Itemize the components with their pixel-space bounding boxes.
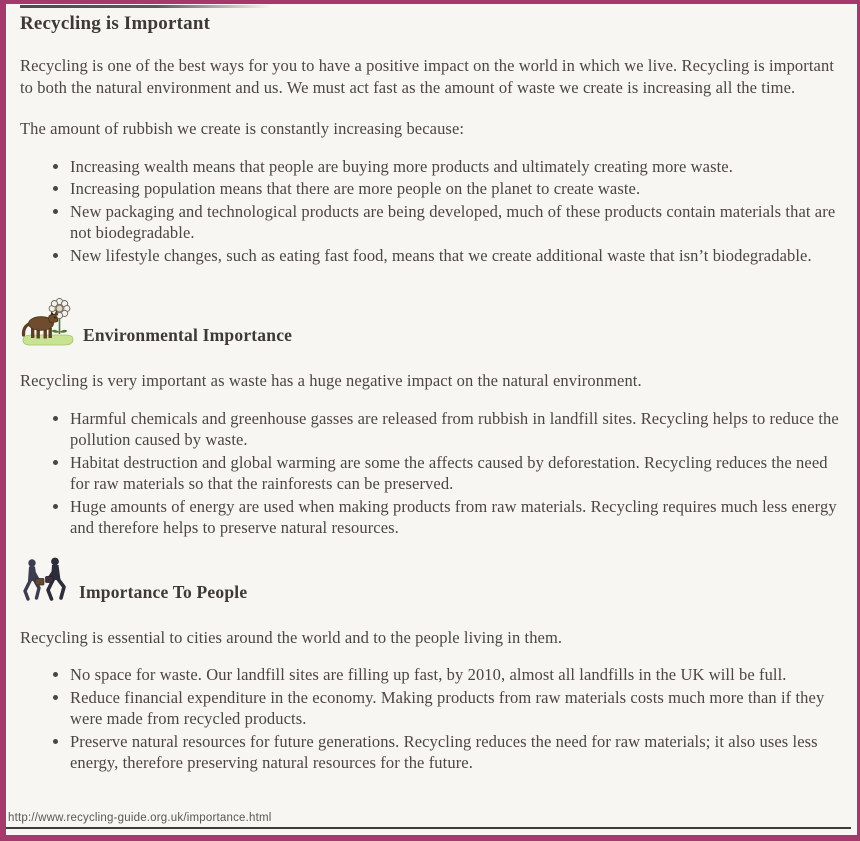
environmental-bullet-list: [14, 408, 841, 539]
rubbish-lead-paragraph: The amount of rubbish we create is constantly increasing because:: [20, 119, 465, 138]
section-heading-environmental: Environmental Importance: [83, 325, 293, 345]
environmental-lead-paragraph: Recycling is very important as waste has a huge negative impact on the natural environment.: [20, 371, 642, 390]
people-bullet-list: [14, 664, 841, 774]
list-item: • No space for waste. Our landfill sites are filling up fast, by 2010, almost all landfills in the UK will be full.: [70, 664, 841, 686]
list-item: • Reduce financial expenditure in the economy. Making products from raw materials costs much more than if they were made from recycled products.: [70, 687, 841, 730]
animal-flower-icon: [20, 294, 76, 350]
section-heading-people: Importance To People: [79, 581, 248, 602]
document-content: [6, 13, 857, 774]
section-header-environmental: [20, 294, 841, 350]
page-title: Recycling is Important: [20, 13, 211, 34]
list-item: • Increasing population means that there are more people on the planet to create waste.: [70, 178, 841, 200]
footer-divider: [6, 827, 851, 829]
walking-people-icon: [20, 555, 72, 607]
list-item: • Huge amounts of energy are used when making products from raw materials. Recycling requires much less energy and therefore helps to preserve natural resources.: [70, 496, 841, 539]
list-item: • New lifestyle changes, such as eating fast food, means that we create additional waste that isn’t biodegradable.: [70, 245, 841, 267]
footer-url: http://www.recycling-guide.org.uk/importance.html: [8, 812, 272, 824]
rubbish-bullet-list: [14, 156, 841, 267]
people-lead-paragraph: Recycling is essential to cities around the world and to the people living in them.: [20, 627, 563, 647]
list-item: • Harmful chemicals and greenhouse gasses are released from rubbish in landfill sites. Recycling helps to reduce the pollution caused by waste.: [70, 408, 841, 451]
list-item: • Increasing wealth means that people are buying more products and ultimately creating more waste.: [70, 156, 841, 178]
list-item: • Habitat destruction and global warming are some the affects caused by deforestation. Recycling reduces the need for raw materials so that the rainforests can be preserved.: [70, 452, 841, 495]
intro-paragraph: Recycling is one of the best ways for you to have a positive impact on the world in which we live. Recycling is important to both the natural environment and us. We must act fast as the amount of waste we create is increasing all the time.: [20, 56, 835, 97]
list-item: • New packaging and technological products are being developed, much of these products contain materials that are not biodegradable.: [70, 201, 841, 244]
list-item: • Preserve natural resources for future generations. Recycling reduces the need for raw materials; it also uses less energy, therefore preserving natural resources for the future.: [70, 731, 841, 774]
section-header-people: [20, 555, 841, 607]
scan-artifact-line: [20, 5, 270, 8]
